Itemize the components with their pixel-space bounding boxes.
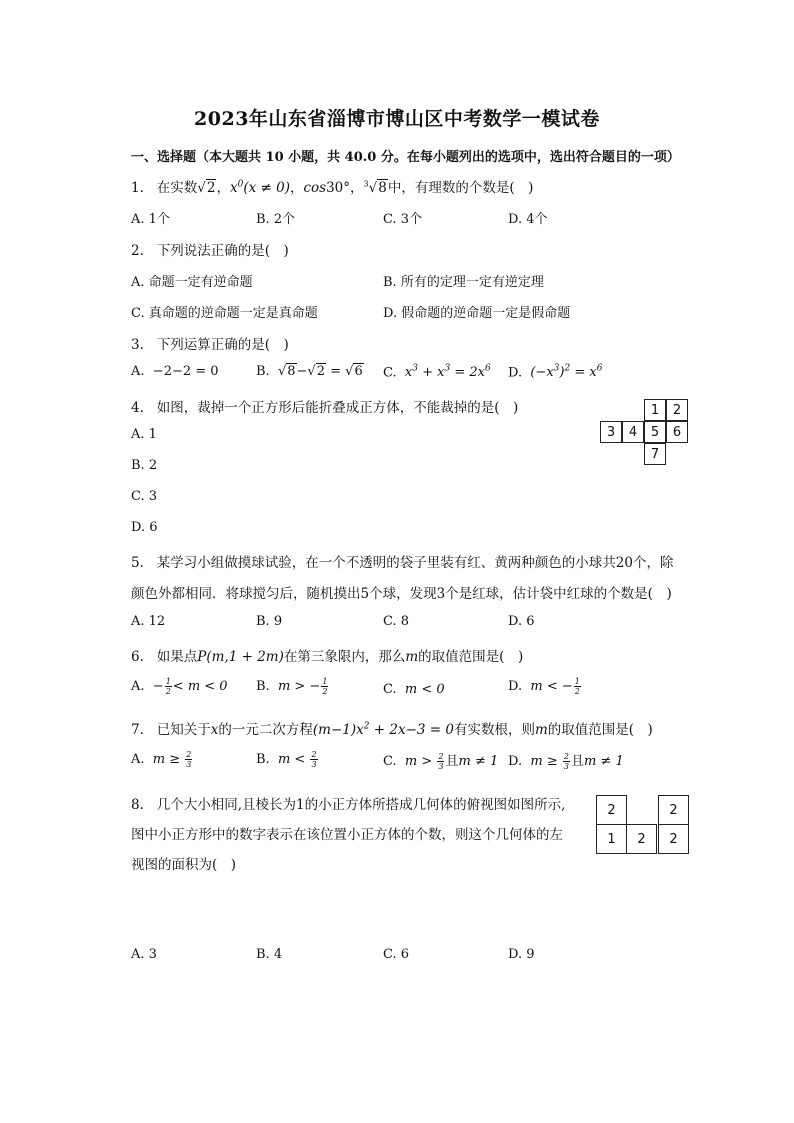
- math-expression: cos: [303, 180, 327, 196]
- question-text: ，: [289, 180, 304, 196]
- option-label: C.: [383, 365, 397, 381]
- cube-net-figure: [600, 399, 690, 467]
- question-number: 3.: [131, 337, 144, 353]
- math-expression: $x^0(x \ne 0)$: [229, 179, 290, 196]
- net-cell: 5: [644, 421, 666, 443]
- option-d[interactable]: [508, 677, 582, 696]
- question-text: 在第三象限内，那么: [283, 649, 406, 665]
- net-cell: 4: [622, 421, 644, 443]
- math-expression: m < $\frac{2}{3}$: [277, 750, 317, 769]
- net-cell: 2: [666, 399, 688, 421]
- option-b[interactable]: B. 2个: [256, 212, 296, 227]
- math-expression: m ≠ 1: [583, 754, 624, 769]
- question-text: 下列说法正确的是( ): [156, 243, 289, 259]
- option-label: A.: [131, 679, 145, 694]
- math-expression: $(m-1)x^2 + 2x-3 = 0$: [312, 721, 454, 738]
- conjunction: 且: [445, 754, 459, 769]
- option-c[interactable]: C. 真命题的逆命题一定是真命题: [131, 306, 318, 321]
- option-a[interactable]: A. 命题一定有逆命题: [131, 275, 253, 290]
- question-3: [131, 333, 289, 353]
- question-text: 如图，裁掉一个正方形后能折叠成正方体，不能裁掉的是( ): [156, 400, 519, 416]
- option-a[interactable]: [131, 750, 193, 769]
- question-text: 某学习小组做摸球试验，在一个不透明的袋子里装有红、黄两种颜色的小球共20个，除: [156, 555, 674, 571]
- option-label: B.: [256, 679, 270, 694]
- question-4: [131, 396, 518, 416]
- option-b[interactable]: B. 所有的定理一定有逆定理: [383, 275, 544, 290]
- option-d[interactable]: D. 假命题的逆命题一定是假命题: [383, 306, 571, 321]
- question-text: 中，有理数的个数是( ): [387, 180, 534, 196]
- question-text: ，: [350, 180, 364, 196]
- question-6: [131, 645, 523, 665]
- question-text: 视图的面积为( ): [131, 857, 237, 873]
- option-b[interactable]: B. 9: [256, 614, 283, 629]
- math-expression: x: [210, 722, 219, 738]
- option-label: A.: [131, 364, 145, 379]
- option-label: B.: [256, 752, 270, 767]
- section-heading: 一、选择题（本大题共 10 小题，共 40.0 分。在每小题列出的选项中，选出符合题目的一项）: [131, 150, 680, 165]
- option-label: B.: [256, 364, 270, 379]
- question-text: ，: [216, 180, 230, 196]
- math-expression: m < − $\frac{1}{2}$: [530, 677, 580, 696]
- question-text: 的取值范围是( ): [418, 649, 524, 665]
- option-a[interactable]: [131, 364, 219, 379]
- option-a[interactable]: A. 1: [131, 427, 157, 442]
- math-expression: m > $\frac{2}{3}$: [404, 752, 444, 771]
- question-number: 1.: [131, 180, 144, 196]
- option-label: D.: [508, 754, 523, 769]
- option-a[interactable]: A. 12: [131, 614, 166, 629]
- net-cell: 6: [666, 421, 688, 443]
- question-number: 6.: [131, 649, 144, 665]
- top-view-cell: 2: [658, 824, 689, 854]
- math-expression: m: [534, 722, 548, 738]
- option-c[interactable]: C. 3: [131, 489, 158, 504]
- question-text: 颜色外都相同．将球搅匀后，随机摸出5个球，发现3个是红球，估计袋中红球的个数是( ): [131, 586, 672, 602]
- math-expression: m ≠ 1: [458, 754, 499, 769]
- question-1: [131, 176, 533, 196]
- math-expression: $x^3 + x^3 = 2x^6$: [404, 364, 491, 381]
- question-number: 4.: [131, 400, 144, 416]
- option-d[interactable]: D. 6: [131, 520, 158, 535]
- math-expression: m < 0: [404, 682, 445, 697]
- option-label: D.: [508, 365, 523, 381]
- math-expression: √2: [197, 180, 216, 196]
- question-text: 的一元二次方程: [218, 722, 313, 738]
- option-c[interactable]: C. 8: [383, 614, 410, 629]
- question-8: [131, 793, 565, 813]
- option-c[interactable]: C. 6: [383, 947, 410, 962]
- option-c[interactable]: [383, 750, 498, 771]
- option-b[interactable]: B. 2: [131, 458, 158, 473]
- question-text: 有实数根，则: [453, 722, 535, 738]
- option-label: A.: [131, 752, 145, 767]
- math-expression: $^3$√8: [363, 179, 387, 196]
- question-7: [131, 718, 653, 738]
- conjunction: 且: [570, 754, 584, 769]
- math-expression: − $\frac{1}{2}$ < m < 0: [152, 677, 228, 696]
- net-cell: 7: [644, 443, 666, 465]
- option-a[interactable]: A. 3: [131, 947, 157, 962]
- option-label: C.: [383, 754, 397, 769]
- option-d[interactable]: D. 9: [508, 947, 535, 962]
- math-expression: m ≥ $\frac{2}{3}$: [530, 752, 569, 771]
- option-c[interactable]: [383, 682, 445, 697]
- math-expression: P(m,1 + 2m): [197, 649, 284, 665]
- math-expression: $(-x^3)^2 = x^6$: [530, 364, 603, 381]
- question-text: 图中小正方形中的数字表示在该位置小正方体的个数，则这个几何体的左: [131, 827, 563, 843]
- option-d[interactable]: [508, 750, 624, 771]
- question-number: 5.: [131, 555, 144, 571]
- top-view-cell: 1: [596, 824, 627, 854]
- option-label: D.: [508, 679, 523, 694]
- option-label: C.: [383, 682, 397, 697]
- math-expression: m > − $\frac{1}{2}$: [277, 677, 328, 696]
- question-5: [131, 551, 673, 571]
- top-view-cell: 2: [658, 795, 689, 825]
- option-b[interactable]: [256, 677, 329, 696]
- option-d[interactable]: D. 6: [508, 614, 535, 629]
- math-expression: m: [405, 649, 419, 665]
- top-view-figure: [596, 795, 689, 855]
- question-number: 2.: [131, 243, 144, 259]
- page-title: 2023年山东省淄博市博山区中考数学一模试卷: [194, 108, 600, 130]
- top-view-cell: 2: [596, 795, 627, 825]
- option-c[interactable]: C. 3个: [383, 212, 423, 227]
- option-b[interactable]: [256, 364, 364, 379]
- option-d[interactable]: D. 4个: [508, 212, 548, 227]
- question-text: 已知关于: [156, 722, 211, 738]
- question-text: 在实数: [156, 180, 198, 196]
- option-d[interactable]: [508, 364, 602, 380]
- question-text: 下列运算正确的是( ): [156, 337, 289, 353]
- option-b[interactable]: B. 4: [256, 947, 283, 962]
- option-c[interactable]: [383, 364, 491, 380]
- net-cell: 3: [600, 421, 622, 443]
- question-number: 7.: [131, 722, 144, 738]
- question-text: 几个大小相同,且棱长为1的小正方体所搭成几何体的俯视图如图所示,: [156, 797, 566, 813]
- net-cell: 1: [644, 399, 666, 421]
- question-number: 8.: [131, 797, 144, 813]
- option-b[interactable]: [256, 750, 319, 769]
- question-text: 的取值范围是( ): [547, 722, 653, 738]
- math-expression: √8−√2 = √6: [277, 364, 363, 379]
- question-2: [131, 239, 289, 259]
- math-expression: 30°: [326, 180, 351, 196]
- math-expression: m ≥ $\frac{2}{3}$: [152, 750, 192, 769]
- top-view-cell: 2: [626, 824, 657, 854]
- question-text: 如果点: [156, 649, 198, 665]
- option-a[interactable]: A. 1个: [131, 212, 170, 227]
- math-expression: −2−2 = 0: [152, 364, 219, 379]
- option-a[interactable]: [131, 677, 228, 696]
